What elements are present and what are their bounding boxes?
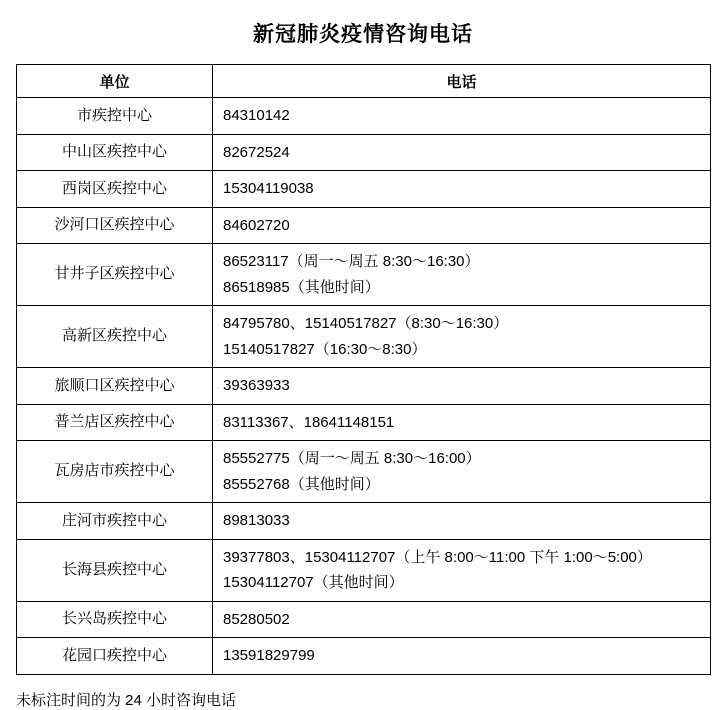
phone-line: 84310142 [223,107,290,124]
phone-line: 85552775（周一～周五 8:30～16:00） [223,450,481,467]
phone-line: 39363933 [223,377,290,394]
page-title: 新冠肺炎疫情咨询电话 [253,23,473,46]
phone-line: 83113367、18641148151 [223,413,395,431]
phone-line: 15140517827（16:30～8:30） [223,340,427,358]
cell-phone [213,306,711,368]
table-row [17,134,711,171]
table-row [17,244,711,306]
cell-unit: 庄河市疾控中心 [17,503,213,540]
cell-unit: 长兴岛疾控中心 [17,601,213,638]
table-row [17,404,711,441]
cell-phone [213,244,711,306]
table-row [17,539,711,601]
table-row [17,207,711,244]
table-row [17,638,711,675]
table-row [17,601,711,638]
column-header-unit: 单位 [17,65,213,98]
cell-unit: 中山区疾控中心 [17,134,213,171]
phone-line: 39377803、15304112707（上午 8:00～11:00 下午 1:00～5:00） [223,548,652,566]
phone-line: 13591829799 [223,647,315,664]
cell-unit: 市疾控中心 [17,98,213,135]
table-row [17,98,711,135]
phone-line: 85280502 [223,610,290,628]
cell-phone [213,441,711,503]
cell-phone [213,638,711,675]
cell-unit: 花园口疾控中心 [17,638,213,675]
phone-line: 85552768（其他时间） [223,475,380,493]
cell-unit: 旅顺口区疾控中心 [17,368,213,405]
table-row [17,503,711,540]
cell-phone [213,207,711,244]
table-container [0,64,726,675]
table-row [17,306,711,368]
phone-line: 89813033 [223,512,290,529]
phone-line: 86523117（周一～周五 8:30～16:30） [223,253,480,270]
cell-phone [213,539,711,601]
cell-unit: 瓦房店市疾控中心 [17,441,213,503]
cell-phone [213,368,711,405]
cell-phone [213,134,711,171]
cell-phone [213,98,711,135]
table-header [17,65,711,98]
cell-unit: 西岗区疾控中心 [17,171,213,208]
phone-line: 15304112707（其他时间） [223,574,404,591]
cell-phone [213,503,711,540]
phone-line: 84602720 [223,216,290,234]
footnote: 未标注时间的为 24 小时咨询电话 [16,691,237,709]
phone-table [16,64,711,675]
phone-line: 15304119038 [223,180,314,197]
table-row [17,368,711,405]
cell-unit: 高新区疾控中心 [17,306,213,368]
cell-phone [213,171,711,208]
cell-unit: 沙河口区疾控中心 [17,207,213,244]
table-header-row [17,65,711,98]
phone-line: 84795780、15140517827（8:30～16:30） [223,315,509,332]
column-header-phone: 电话 [213,65,711,98]
cell-unit: 甘井子区疾控中心 [17,244,213,306]
table-row [17,171,711,208]
phone-line: 82672524 [223,143,290,161]
phone-line: 86518985（其他时间） [223,278,380,296]
cell-unit: 普兰店区疾控中心 [17,404,213,441]
table-row [17,441,711,503]
table-body [17,98,711,675]
cell-unit: 长海县疾控中心 [17,539,213,601]
cell-phone [213,601,711,638]
cell-phone [213,404,711,441]
